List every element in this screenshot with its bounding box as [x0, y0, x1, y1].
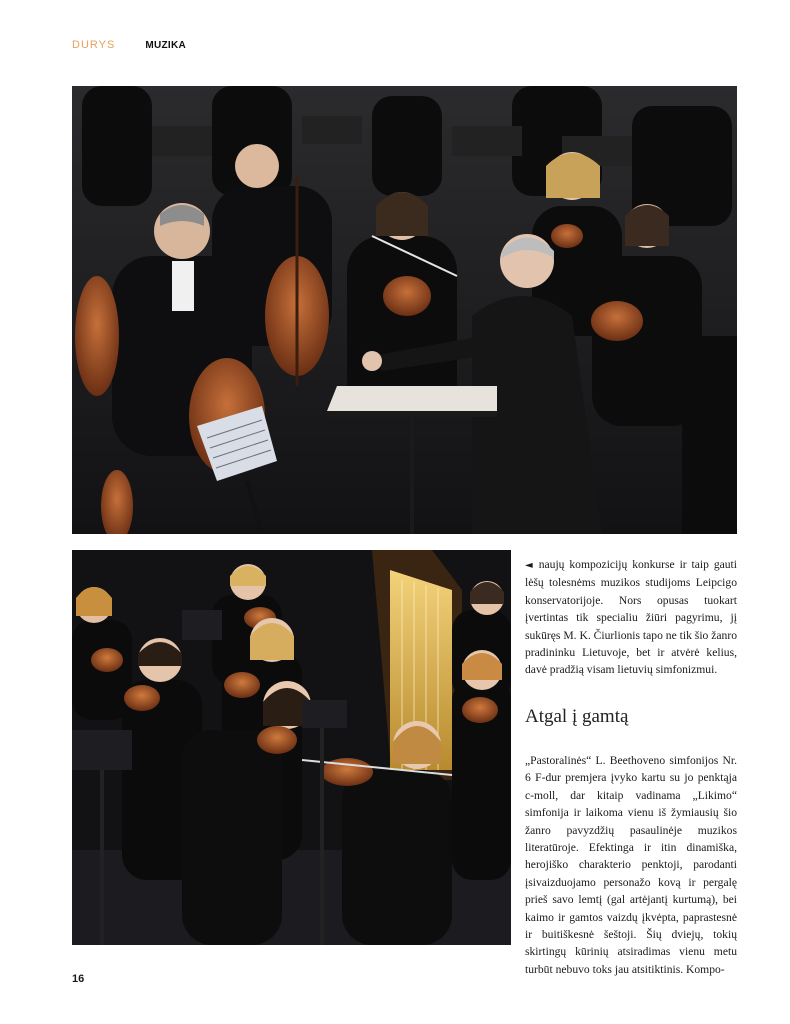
orchestra-conductor-illustration [72, 86, 737, 534]
magazine-brand: DURYS [72, 39, 116, 51]
article-lead-paragraph [525, 556, 737, 679]
article-body-paragraph [525, 752, 737, 978]
violinists-harp-illustration [72, 550, 511, 945]
continued-arrow-icon: ◄ [525, 560, 533, 571]
body-text: „Pastoralinės“ L. Beethoveno simfonijos Nr. 6 F-dur premjera įvyko kartu su jo penktąja c-moll, dar kitaip vadinama „Likimo“ simfonija ir laikoma vienu iš žymiausių šio žanro pavyzdžių pasaulinėje muzikos literatūroje. Efektinga ir itin dinamiška, herojiško charakterio penktoji, parodanti įsivaizduojamo personažo kovą ir pergalę prieš savo lemtį (gal artėjantį kurtumą), bei kaimo ir gamtos vaizdų įkvėpta, paprastesnė ir buitiškesnė šeštoji. Šių dviejų, tokių skirtingų kūrinių atsiradimas vienu metu turbūt nebuvo toks jau atsitiktinis. Kompo- [525, 754, 737, 976]
article-subheading: Atgal į gamtą [525, 706, 629, 727]
page-number: 16 [72, 973, 85, 985]
violinists-harp-photo [72, 550, 511, 945]
orchestra-conductor-photo [72, 86, 737, 534]
lead-text: naujų kompozicijų konkurse ir taip gauti lėšų tolesnėms muzikos studijoms Leipcigo konservatorijoje. Nors opusas tuokart įvertintas tik specialiu žiūri pagyrimu, jį sukūręs M. K. Čiurlionis tapo ne tik šio žanro pradininku Lietuvoje, bet ir atvėrė kelius, davė pradžią visam lietuvių simfonizmui. [525, 558, 737, 677]
page-header [72, 38, 186, 52]
section-title: MUZIKA [145, 39, 186, 51]
